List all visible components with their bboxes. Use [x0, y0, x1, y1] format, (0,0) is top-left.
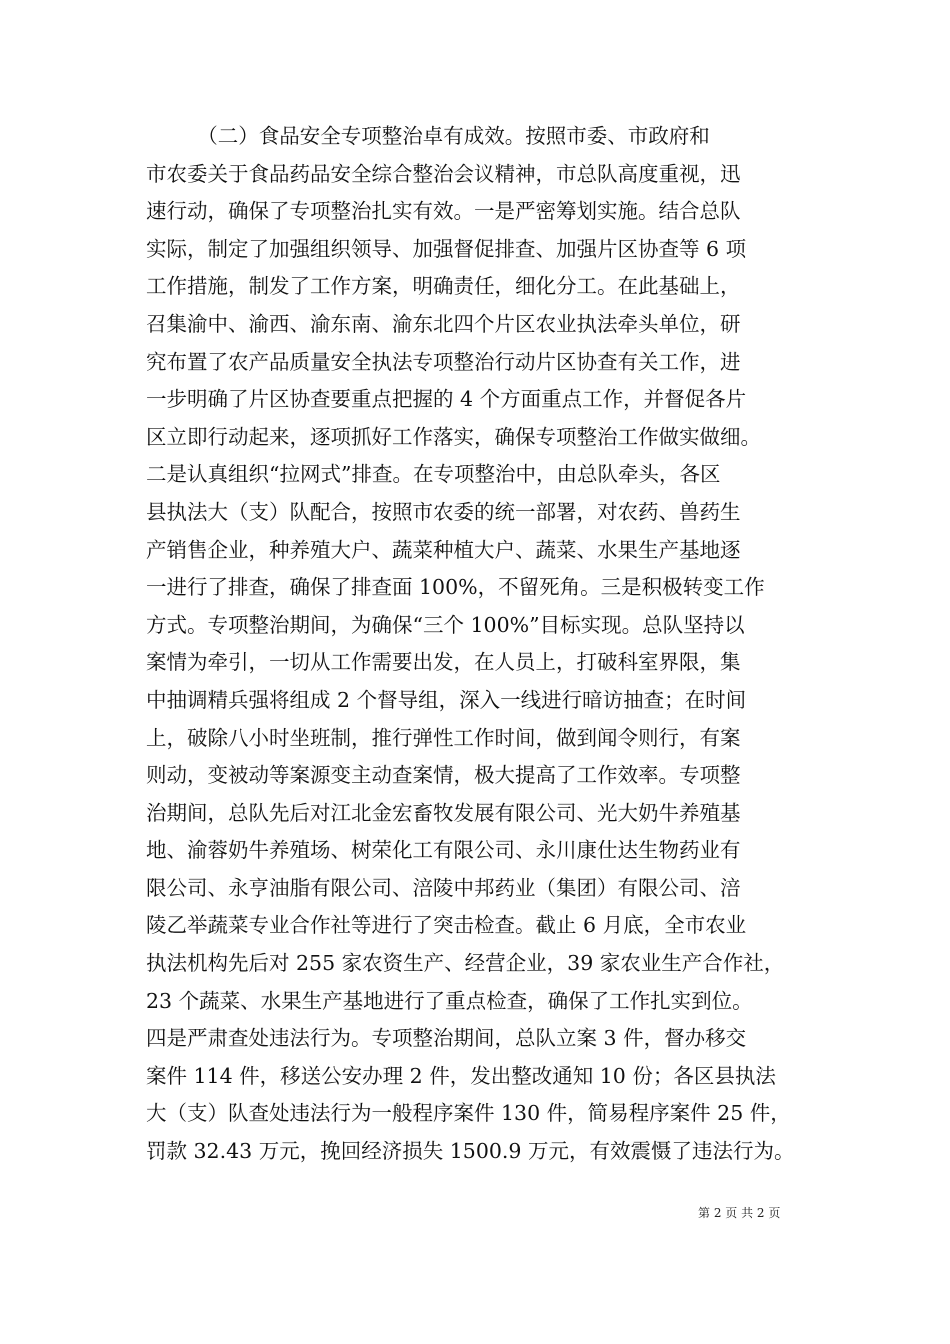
- text-line: 究布置了农产品质量安全执法专项整治行动片区协查有关工作，进: [146, 349, 741, 374]
- text-line: 23 个蔬菜、水果生产基地进行了重点检查，确保了工作扎实到位。: [146, 988, 753, 1013]
- text-line: 大（支）队查处违法行为一般程序案件 130 件，简易程序案件 25 件，: [146, 1101, 791, 1126]
- text-line: 上，破除八小时坐班制，推行弹性工作时间，做到闻令则行，有案: [146, 725, 741, 750]
- text-line: 速行动，确保了专项整治扎实有效。一是严密筹划实施。结合总队: [146, 199, 741, 224]
- text-line: 则动，变被动等案源变主动查案情，极大提高了工作效率。专项整: [146, 763, 741, 788]
- text-line: 方式。专项整治期间，为确保“三个 100%”目标实现。总队坚持以: [146, 612, 745, 637]
- text-line: 四是严肃查处违法行为。专项整治期间，总队立案 3 件，督办移交: [146, 1026, 747, 1051]
- text-line: 二是认真组织“拉网式”排查。在专项整治中，由总队牵头，各区: [146, 462, 721, 487]
- text-line: 一步明确了片区协查要重点把握的 4 个方面重点工作，并督促各片: [146, 387, 747, 412]
- text-line: 召集渝中、渝西、渝东南、渝东北四个片区农业执法牵头单位，研: [146, 311, 741, 336]
- text-line: 限公司、永亨油脂有限公司、涪陵中邦药业（集团）有限公司、涪: [146, 875, 741, 900]
- text-line: 执法机构先后对 255 家农资生产、经营企业，39 家农业生产合作社，: [146, 951, 785, 976]
- text-line: 工作措施，制发了工作方案，明确责任，细化分工。在此基础上，: [146, 274, 741, 299]
- text-line: 中抽调精兵强将组成 2 个督导组，深入一线进行暗访抽查；在时间: [146, 687, 747, 712]
- text-line: 产销售企业，种养殖大户、蔬菜种植大户、蔬菜、水果生产基地逐: [146, 537, 741, 562]
- text-line: 市农委关于食品药品安全综合整治会议精神，市总队高度重视，迅: [146, 161, 741, 186]
- body-paragraph: [146, 118, 826, 1171]
- text-line: 一进行了排查，确保了排查面 100%，不留死角。三是积极转变工作: [146, 575, 765, 600]
- text-line: （二）食品安全专项整治卓有成效。按照市委、市政府和: [146, 124, 710, 148]
- text-line: 罚款 32.43 万元，挽回经济损失 1500.9 万元，有效震慑了违法行为。: [146, 1139, 795, 1164]
- text-line: 区立即行动起来，逐项抓好工作落实，确保专项整治工作做实做细。: [146, 424, 761, 449]
- text-line: 地、渝蓉奶牛养殖场、树荣化工有限公司、永川康仕达生物药业有: [146, 838, 741, 863]
- text-line: 治期间，总队先后对江北金宏畜牧发展有限公司、光大奶牛养殖基: [146, 800, 741, 825]
- text-line: 案情为牵引，一切从工作需要出发，在人员上，打破科室界限，集: [146, 650, 741, 675]
- text-line: 陵乙举蔬菜专业合作社等进行了突击检查。截止 6 月底，全市农业: [146, 913, 747, 938]
- text-line: 实际，制定了加强组织领导、加强督促排查、加强片区协查等 6 项: [146, 236, 747, 261]
- text-line: 案件 114 件，移送公安办理 2 件，发出整改通知 10 份；各区县执法: [146, 1063, 776, 1088]
- page-number: 第 2 页 共 2 页: [698, 1206, 781, 1220]
- text-line: 县执法大（支）队配合，按照市农委的统一部署，对农药、兽药生: [146, 499, 741, 524]
